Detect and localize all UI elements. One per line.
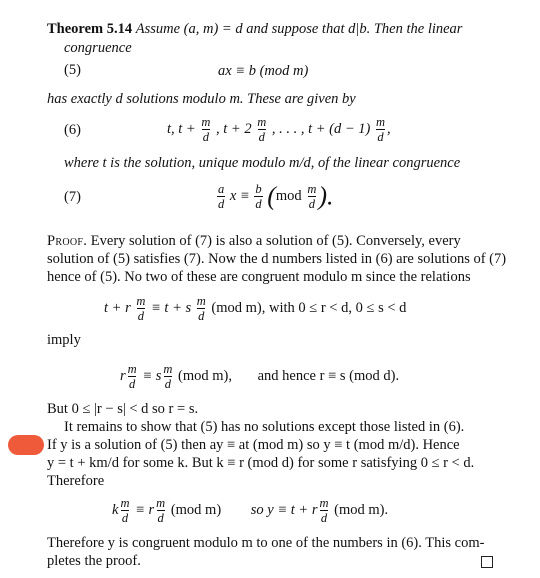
qed-box [481, 556, 493, 568]
proof-conclusion-1: Therefore y is congruent modulo m to one of the numbers in (6). This com- [47, 535, 485, 551]
final-part: (mod m) [170, 502, 222, 518]
final-part: ≡ r [135, 502, 155, 518]
equation-7 [216, 176, 334, 216]
final-part: k [112, 502, 119, 518]
proof-label: Proof. [47, 233, 88, 249]
equation-number-7: (7) [64, 189, 81, 205]
fraction-m-over-d: $\frac{m}{d}$ [120, 495, 130, 526]
eq6-part: , t + 2 [216, 121, 252, 137]
equation-number-6: (6) [64, 122, 81, 138]
fraction-m-over-d: $\frac{m}{d}$ [201, 114, 211, 145]
impl-part: r [120, 368, 126, 384]
proof-text: Every solution of (7) is also a solution of (5). Conversely, every [90, 233, 461, 249]
theorem-first-line [47, 20, 462, 38]
theorem-statement-cont: congruence [64, 40, 132, 56]
proof-line-3: hence of (5). No two of these are congruent modulo m since the relations [47, 269, 471, 285]
proof-line-therefore: Therefore [47, 473, 105, 489]
fraction-m-over-d: $\frac{m}{d}$ [127, 361, 137, 392]
impl-part: ≡ s [142, 368, 162, 384]
fraction-m-over-d: $\frac{m}{d}$ [156, 495, 166, 526]
eq6-part: , . . . , t + (d − 1) [271, 121, 371, 137]
open-paren: ( [267, 181, 276, 211]
proof-line-if: If y is a solution of (5) then ay ≡ at (mod m) so y ≡ t (mod m/d). Hence [47, 437, 460, 453]
proof-imply: imply [47, 332, 81, 348]
theorem-line-where: where t is the solution, unique modulo m/d, of the linear congruence [64, 155, 461, 171]
proof-line-but: But 0 ≤ |r − s| < d so r = s. [47, 401, 199, 417]
relation-part: ≡ t + s [151, 300, 192, 316]
relation-part: (mod m), with 0 ≤ r < d, 0 ≤ s < d [211, 300, 407, 316]
implication-equation [120, 356, 399, 396]
theorem-line-solutions: has exactly d solutions modulo m. These are given by [47, 91, 356, 107]
eq7-part: x ≡ [229, 188, 250, 204]
final-part: so y ≡ t + r [250, 502, 318, 518]
fraction-a-over-d: $\frac{a}{d}$ [218, 181, 225, 212]
theorem-label: Theorem 5.14 [47, 21, 133, 37]
proof-line-remains: It remains to show that (5) has no solutions except those listed in (6). [64, 419, 465, 435]
proof-line-1 [47, 232, 461, 250]
eq7-mod: mod [275, 188, 302, 204]
fraction-m-over-d: $\frac{m}{d}$ [376, 114, 386, 145]
final-part: (mod m). [334, 502, 389, 518]
close-paren: ). [318, 181, 334, 211]
equation-5: ax ≡ b (mod m) [218, 63, 309, 79]
impl-part: and hence r ≡ s (mod d). [257, 368, 400, 384]
equation-6 [167, 110, 391, 148]
impl-part: (mod m), [178, 368, 232, 384]
fraction-m-over-d: $\frac{m}{d}$ [307, 181, 317, 212]
fraction-m-over-d: $\frac{m}{d}$ [257, 114, 267, 145]
theorem-statement: Assume (a, m) = d and suppose that d|b. Then the linear [135, 21, 463, 37]
fraction-b-over-d: $\frac{b}{d}$ [255, 181, 262, 212]
fraction-m-over-d: $\frac{m}{d}$ [196, 293, 206, 324]
eq6-part: , [387, 121, 391, 137]
proof-conclusion-2: pletes the proof. [47, 553, 141, 569]
proof-line-2: solution of (5) satisfies (7). Now the d numbers listed in (6) are solutions of (7) [47, 251, 507, 267]
eq6-part: t, t + [167, 121, 196, 137]
fraction-m-over-d: $\frac{m}{d}$ [163, 361, 173, 392]
relation-part: t + r [104, 300, 131, 316]
fraction-m-over-d: $\frac{m}{d}$ [319, 495, 329, 526]
fraction-m-over-d: $\frac{m}{d}$ [136, 293, 146, 324]
relations-equation [104, 288, 406, 328]
final-equation [112, 490, 388, 530]
proof-line-y: y = t + km/d for some k. But k ≡ r (mod d) for some r satisfying 0 ≤ r < d. [47, 455, 475, 471]
highlight-marker [8, 435, 44, 455]
equation-number-5: (5) [64, 62, 81, 78]
